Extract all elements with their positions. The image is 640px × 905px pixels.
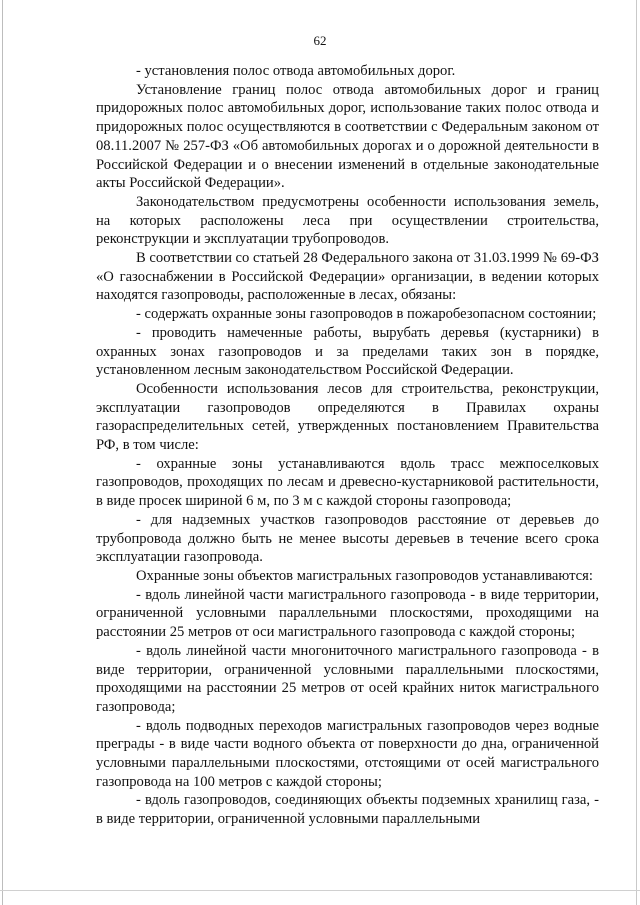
- paragraph-14: - вдоль газопроводов, соединяющих объекты подземных хранилищ газа, - в виде территории, ограниченной условными параллельными: [96, 792, 599, 828]
- paragraph-2: Установление границ полос отвода автомобильных дорог и границ придорожных полос автомобильных дорог, использование таких полос отвода и придорожных полос осуществляются в соответствии с Федеральным законом от 08.11.2007 № 257-ФЗ «Об автомобильных дорогах и о дорожной деятельности в Российской Федерации и о внесении изменений в отдельные законодательные акты Российской Федерации».: [96, 81, 599, 192]
- paragraph-9: - для надземных участков газопроводов расстояние от деревьев до трубопровода должно быть не менее высоты деревьев в течение всего срока эксплуатации газопровода.: [96, 511, 599, 566]
- scan-bottom-edge: [0, 890, 640, 891]
- paragraph-12: - вдоль линейной части многониточного магистрального газопровода - в виде территории, ограниченной условными параллельными плоскостями, проходящими на расстоянии 25 метров от осей крайних ниток магистрального газопровода;: [96, 642, 599, 715]
- paragraph-10: Охранные зоны объектов магистральных газопроводов устанавливаются:: [136, 567, 593, 584]
- paragraph-11: - вдоль линейной части магистрального газопровода - в виде территории, ограниченной условными параллельными плоскостями, проходящими на расстоянии 25 метров от оси магистрального газопровода с каждой стороны;: [96, 586, 599, 641]
- paragraph-8: - охранные зоны устанавливаются вдоль трасс межпоселковых газопроводов, проходящих по лесам и древесно-кустарниковой растительности, в виде просек шириной 6 м, по 3 м с каждой стороны газопровода;: [96, 455, 599, 510]
- scan-left-edge: [2, 0, 3, 905]
- paragraph-3: Законодательством предусмотрены особенности использования земель, на которых расположены леса при осуществлении строительства, реконструкции и эксплуатации трубопроводов.: [96, 193, 599, 248]
- paragraph-4: В соответствии со статьей 28 Федерального закона от 31.03.1999 № 69-ФЗ «О газоснабжении в Российской Федерации» организации, в ведении которых находятся газопроводы, расположенные в лесах, обязаны:: [96, 250, 599, 304]
- page-number: 62: [313, 33, 327, 48]
- paragraph-5: - содержать охранные зоны газопроводов в пожаробезопасном состоянии;: [136, 306, 597, 323]
- paragraph-7: Особенности использования лесов для строительства, реконструкции, эксплуатации газопроводов определяются в Правилах охраны газораспределительных сетей, утвержденных постановлением Правительства РФ, в том числе:: [96, 380, 599, 454]
- document-body: [96, 62, 599, 829]
- scan-right-edge: [636, 0, 637, 905]
- paragraph-13: - вдоль подводных переходов магистральных газопроводов через водные преграды - в виде части водного объекта от поверхности до дна, ограниченной условными параллельными плоскостями, отстоящими от осей магистрального газопровода на 100 метров с каждой стороны;: [96, 717, 599, 790]
- paragraph-1: - установления полос отвода автомобильных дорог.: [136, 63, 456, 79]
- paragraph-6: - проводить намеченные работы, вырубать деревья (кустарники) в охранных зонах газопроводов и за пределами таких зон в порядке, установленном лесным законодательством Российской Федерации.: [96, 324, 599, 379]
